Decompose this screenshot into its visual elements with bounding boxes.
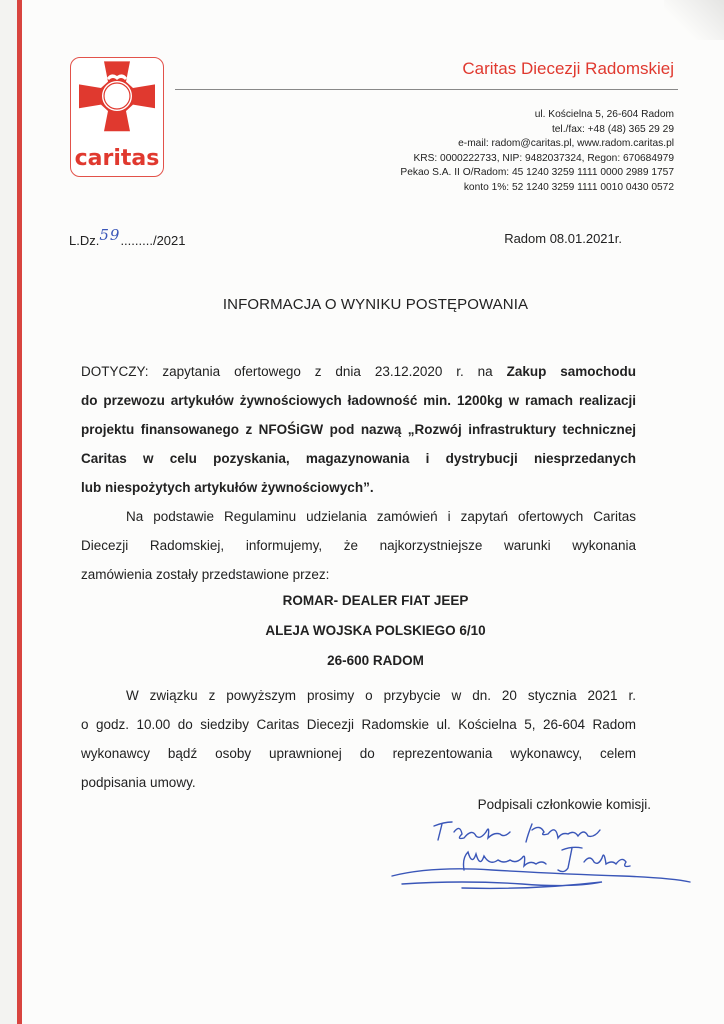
reference-dots: ......... <box>120 233 153 248</box>
contact-bank-account: Pekao S.A. II O/Radom: 45 1240 3259 1111 0000 2989 1757 <box>400 167 674 179</box>
contact-email: e-mail: radom@caritas.pl, www.radom.caritas.pl <box>458 138 674 150</box>
handwritten-signatures <box>372 810 692 900</box>
invitation-line-3: wykonawcy bądź osoby uprawnionej do reprezentowania wykonawcy, celem <box>81 746 636 761</box>
basis-line-2: Diecezji Radomskiej, informujemy, że najkorzystniejsze warunki wykonania <box>81 538 636 553</box>
reference-number <box>69 226 186 249</box>
winner-street: ALEJA WOJSKA POLSKIEGO 6/10 <box>265 623 486 638</box>
document-page <box>17 0 724 1024</box>
caritas-logo <box>70 57 164 177</box>
subject-line-5: lub niespożytych artykułów żywnościowych”. <box>81 480 374 495</box>
contact-registry: KRS: 0000222733, NIP: 9482037324, Regon: 670684979 <box>413 152 674 164</box>
subject-line-1-bold: Zakup samochodu <box>506 364 636 379</box>
header-divider <box>175 89 678 90</box>
subject-line-1: DOTYCZY: zapytania ofertowego z dnia 23.12.2020 r. na <box>81 364 507 379</box>
reference-prefix: L.Dz. <box>69 233 100 248</box>
contact-address: ul. Kościelna 5, 26-604 Radom <box>534 109 674 120</box>
invitation-line-1: W związku z powyższym prosimy o przybycie w dn. 20 stycznia 2021 r. <box>126 688 636 703</box>
contact-block <box>400 108 674 196</box>
signature-label: Podpisali członkowie komisji. <box>477 797 651 812</box>
document-title: INFORMACJA O WYNIKU POSTĘPOWANIA <box>222 296 529 313</box>
invitation-line-2: o godz. 10.00 do siedziby Caritas Diecezji Radomskie ul. Kościelna 5, 26-604 Radom <box>81 717 636 732</box>
organization-name: Caritas Diecezji Radomskiej <box>462 59 674 78</box>
basis-line-1: Na podstawie Regulaminu udzielania zamówień i zapytań ofertowych Caritas <box>126 509 636 524</box>
subject-line-2: do przewozu artykułów żywnościowych ładowność min. 1200kg w ramach realizacji <box>81 393 636 408</box>
contact-phone: tel./fax: +48 (48) 365 29 29 <box>551 123 674 135</box>
basis-line-3: zamówienia zostały przedstawione przez: <box>81 567 330 582</box>
subject-line-3: projektu finansowanego z NFOŚiGW pod nazwą „Rozwój infrastruktury technicznej <box>81 422 636 437</box>
winner-name: ROMAR- DEALER FIAT JEEP <box>282 593 469 608</box>
reference-handwritten-number: 59 <box>99 226 121 244</box>
invitation-line-4: podpisania umowy. <box>81 775 196 790</box>
scan-shadow <box>664 0 724 40</box>
contact-donation-account: konto 1%: 52 1240 3259 1111 0010 0430 0572 <box>463 181 674 193</box>
winner-city: 26-600 RADOM <box>327 653 424 668</box>
subject-paragraph <box>81 357 636 502</box>
document-date: Radom 08.01.2021r. <box>504 231 622 246</box>
caritas-cross-icon <box>71 58 163 150</box>
reference-suffix: /2021 <box>152 233 186 248</box>
subject-line-4: Caritas w celu pozyskania, magazynowania i dystrybucji niesprzedanych <box>81 451 636 466</box>
invitation-paragraph <box>81 681 636 797</box>
logo-wordmark: caritas <box>74 146 160 171</box>
basis-paragraph <box>81 502 636 589</box>
